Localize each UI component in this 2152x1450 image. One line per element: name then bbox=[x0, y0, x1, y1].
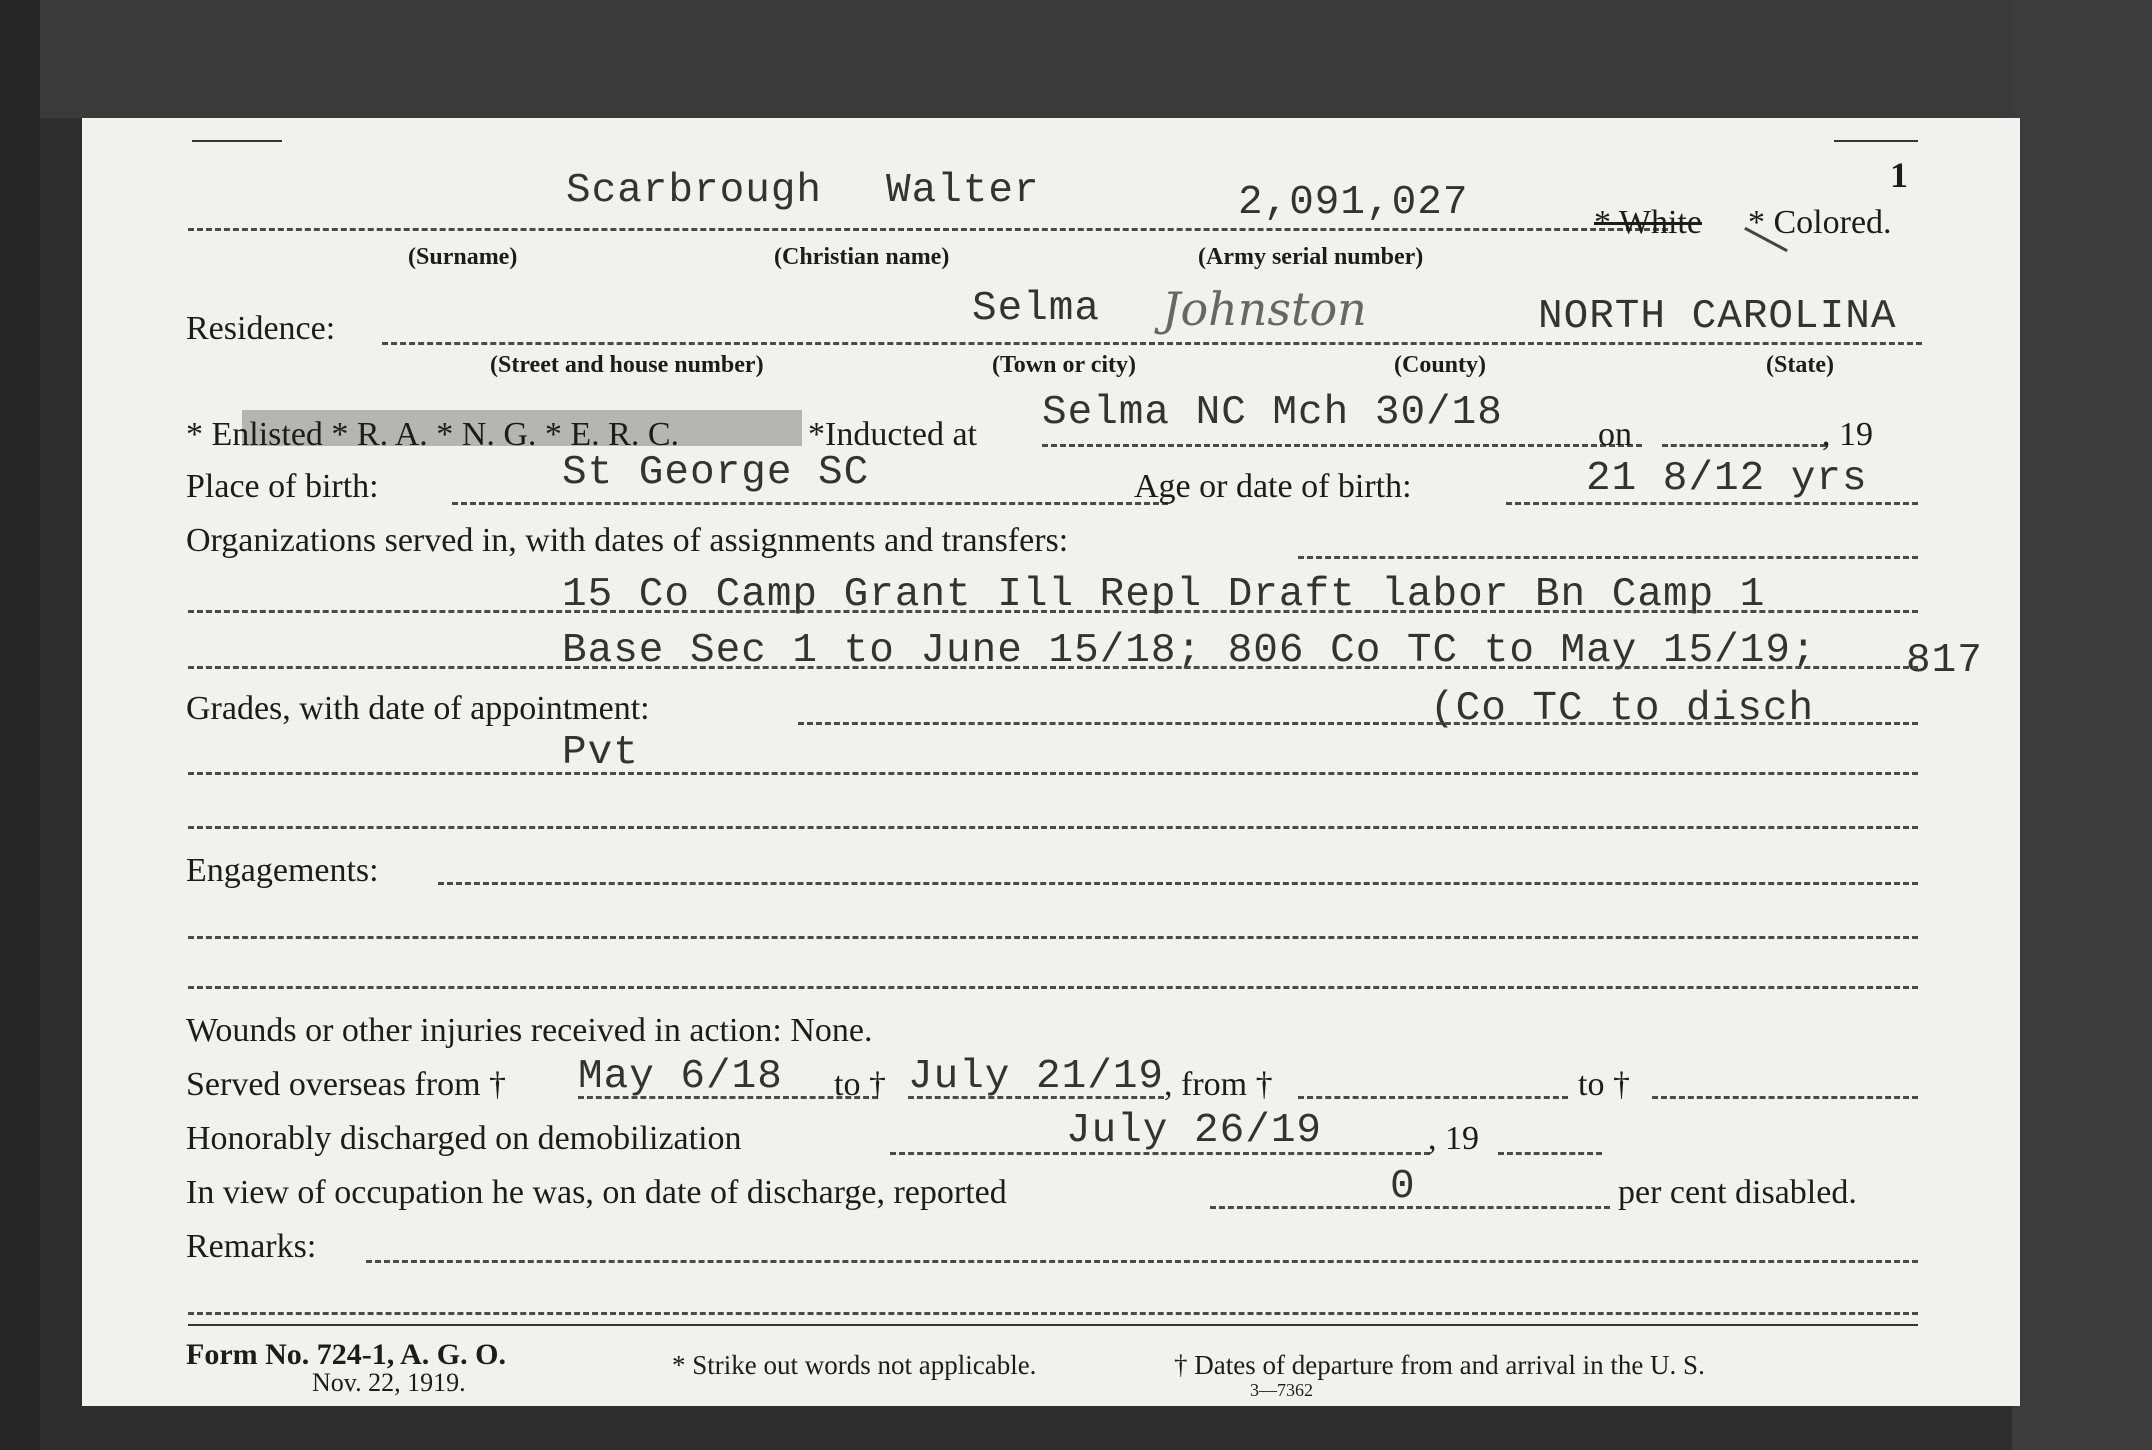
state-value: NORTH CAROLINA bbox=[1538, 294, 1897, 340]
scan-background-top bbox=[0, 0, 2152, 118]
organizations-line-3 bbox=[188, 666, 1918, 669]
overseas-to2-line bbox=[1652, 1096, 1918, 1099]
service-record-card bbox=[82, 118, 2020, 1406]
disability-line bbox=[1210, 1206, 1610, 1209]
organizations-line-2 bbox=[188, 610, 1918, 613]
overseas-to-label: to † bbox=[834, 1066, 886, 1103]
top-right-rule bbox=[1834, 140, 1918, 142]
remarks-line-2 bbox=[188, 1312, 1918, 1315]
discharge-year-label: , 19 bbox=[1428, 1120, 1479, 1157]
remarks-label: Remarks: bbox=[186, 1228, 317, 1265]
engagements-line-2 bbox=[188, 936, 1918, 939]
grades-line-1 bbox=[798, 722, 1918, 725]
overseas-to2-label: to † bbox=[1578, 1066, 1630, 1103]
discharge-label: Honorably discharged on demobilization bbox=[186, 1120, 742, 1157]
organizations-line-1 bbox=[1298, 556, 1918, 559]
on-date-line bbox=[1662, 444, 1826, 447]
overseas-from2-label: , from † bbox=[1164, 1066, 1273, 1103]
inducted-at-label: *Inducted at bbox=[808, 416, 977, 453]
street-caption: (Street and house number) bbox=[490, 352, 764, 378]
form-number: Form No. 724-1, A. G. O. bbox=[186, 1338, 506, 1371]
christian-name-value: Walter bbox=[886, 168, 1040, 214]
organizations-entry-2-tail: 817 bbox=[1906, 638, 1983, 684]
christian-name-caption: (Christian name) bbox=[774, 244, 950, 270]
serial-number-value: 2,091,027 bbox=[1238, 180, 1469, 226]
age-line bbox=[1506, 502, 1918, 505]
on-label: on bbox=[1598, 416, 1632, 453]
white-option: * White bbox=[1594, 204, 1702, 241]
grades-line-3 bbox=[188, 826, 1918, 829]
form-date: Nov. 22, 1919. bbox=[312, 1368, 466, 1397]
inducted-line bbox=[1042, 444, 1642, 447]
grades-line-2 bbox=[188, 772, 1918, 775]
organizations-label: Organizations served in, with dates of assignments and transfers: bbox=[186, 522, 1069, 559]
top-left-rule bbox=[192, 140, 282, 142]
place-of-birth-value: St George SC bbox=[562, 450, 870, 496]
overseas-from2-line bbox=[1298, 1096, 1568, 1099]
colored-option: * Colored. bbox=[1748, 204, 1892, 241]
engagements-line-1 bbox=[438, 882, 1918, 885]
disability-value: 0 bbox=[1390, 1164, 1416, 1210]
remarks-line-1 bbox=[366, 1260, 1918, 1263]
name-line bbox=[188, 228, 1668, 231]
dates-note: † Dates of departure from and arrival in the U. S. bbox=[1174, 1350, 1705, 1380]
place-of-birth-line bbox=[452, 502, 1168, 505]
footer-rule bbox=[188, 1324, 1918, 1326]
overseas-label: Served overseas from † bbox=[186, 1066, 507, 1103]
town-value: Selma bbox=[972, 286, 1101, 332]
overseas-to-line bbox=[908, 1096, 1164, 1099]
wounds-label: Wounds or other injuries received in action: None. bbox=[186, 1012, 873, 1049]
discharge-year-line bbox=[1498, 1152, 1602, 1155]
inducted-at-value: Selma NC Mch 30/18 bbox=[1042, 390, 1503, 436]
grades-value: Pvt bbox=[562, 730, 639, 776]
residence-label: Residence: bbox=[186, 310, 336, 347]
place-of-birth-label: Place of birth: bbox=[186, 468, 379, 505]
organizations-entry-2: Base Sec 1 to June 15/18; 806 Co TC to May 15/19; bbox=[562, 628, 1817, 674]
induction-year-label: , 19 bbox=[1822, 416, 1873, 453]
engagements-label: Engagements: bbox=[186, 852, 379, 889]
strike-out-note: * Strike out words not applicable. bbox=[672, 1350, 1037, 1380]
serial-number-caption: (Army serial number) bbox=[1198, 244, 1424, 270]
state-caption: (State) bbox=[1766, 352, 1834, 378]
surname-caption: (Surname) bbox=[408, 244, 518, 270]
organizations-entry-1: 15 Co Camp Grant Ill Repl Draft labor Bn Camp 1 bbox=[562, 572, 1766, 618]
age-label: Age or date of birth: bbox=[1134, 468, 1412, 505]
overseas-from-value: May 6/18 bbox=[578, 1054, 783, 1100]
print-code: 3—7362 bbox=[1250, 1380, 1313, 1400]
overseas-to-value: July 21/19 bbox=[908, 1054, 1165, 1100]
town-caption: (Town or city) bbox=[992, 352, 1136, 378]
residence-line bbox=[382, 342, 1922, 345]
county-caption: (County) bbox=[1394, 352, 1487, 378]
discharge-value: July 26/19 bbox=[1066, 1108, 1323, 1154]
age-value: 21 8/12 yrs bbox=[1586, 456, 1868, 502]
county-value: Johnston bbox=[1162, 282, 1367, 336]
disability-suffix: per cent disabled. bbox=[1618, 1174, 1857, 1211]
enlisted-options: * Enlisted * R. A. * N. G. * E. R. C. bbox=[186, 416, 680, 453]
disability-label: In view of occupation he was, on date of discharge, reported bbox=[186, 1174, 1007, 1211]
card-number: 1 bbox=[1890, 155, 1908, 195]
surname-value: Scarbrough bbox=[566, 168, 823, 214]
engagements-line-3 bbox=[188, 986, 1918, 989]
discharge-line bbox=[890, 1152, 1430, 1155]
organizations-entry-3: (Co TC to disch bbox=[1430, 686, 1815, 732]
scan-background-left bbox=[0, 0, 40, 1450]
scan-background-right bbox=[2012, 0, 2152, 1450]
grades-label: Grades, with date of appointment: bbox=[186, 690, 650, 727]
overseas-from-line bbox=[578, 1096, 878, 1099]
